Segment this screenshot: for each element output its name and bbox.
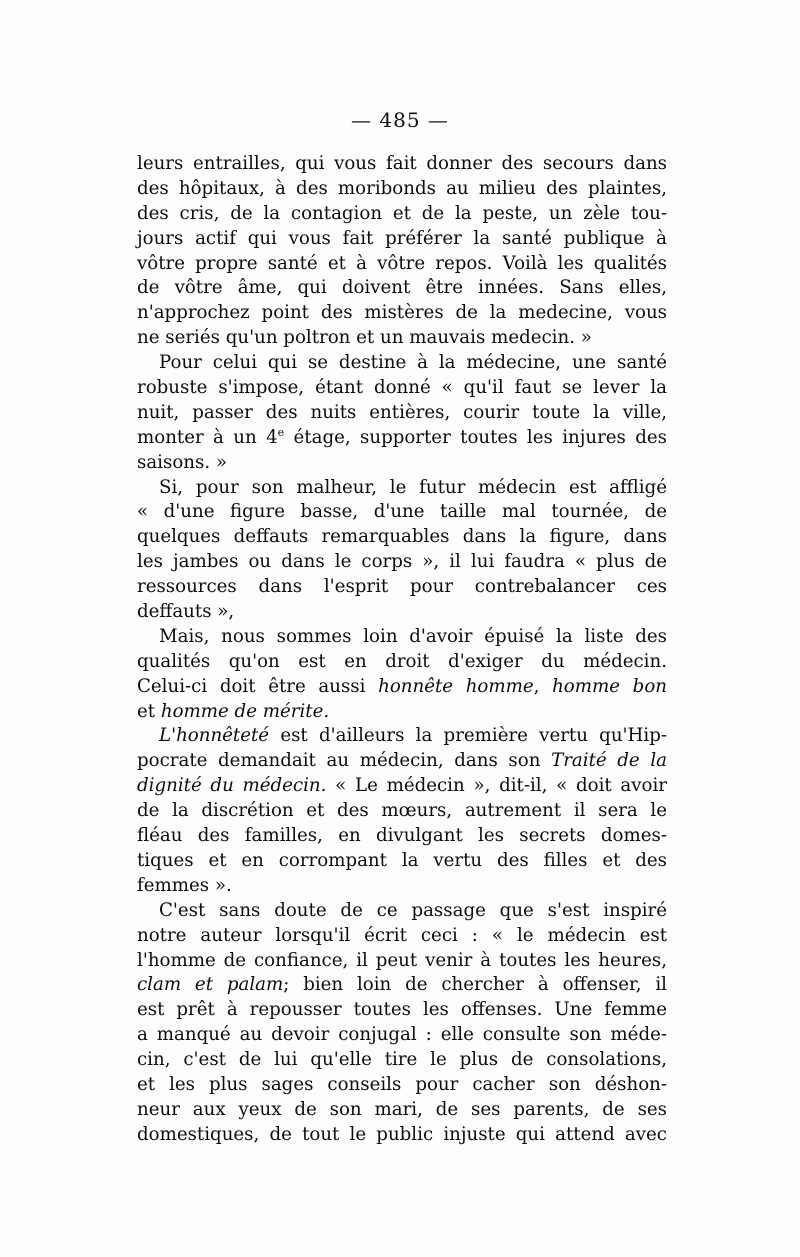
text-line: saisons. » [137, 451, 228, 473]
text-line: tiques et en corrompant la vertu des filles et des [137, 849, 667, 871]
text-line: de vôtre âme, qui doivent être innées. Sans elles, [137, 277, 667, 299]
text-line [137, 675, 667, 700]
text-line: jours actif qui vous fait préférer la santé publique à [137, 227, 667, 249]
text-line: Mais, nous sommes loin d'avoir épuisé la liste des [159, 625, 667, 647]
text-line: robuste s'impose, étant donné « qu'il faut se lever la [137, 377, 667, 399]
text-line [137, 724, 667, 749]
text-line: ressources dans l'esprit pour contrebalancer ces [137, 576, 667, 598]
italic-phrase: L'honnêteté [159, 725, 270, 747]
text-fragment: ; bien loin de chercher à offenser, il [283, 974, 667, 996]
text-fragment: et [137, 700, 161, 722]
italic-phrase: honnête homme [378, 675, 534, 697]
text-line: nuit, passer des nuits entières, courir toute la ville, [137, 401, 667, 423]
text-fragment: , [533, 675, 553, 697]
text-line: n'approchez point des mistères de la medecine, vous [137, 302, 667, 324]
text-line [137, 973, 667, 998]
text-line: notre auteur lorsqu'il écrit ceci : « le médecin est [137, 924, 667, 946]
text-fragment: étage, supporter toutes les injures des [284, 426, 667, 448]
text-line: ne seriés qu'un poltron et un mauvais medecin. » [137, 327, 592, 349]
italic-phrase: dignité du médecin. [137, 775, 327, 797]
text-line: Si, pour son malheur, le futur médecin est affligé [159, 476, 667, 498]
text-line: a manqué au devoir conjugal : elle consulte son méde- [137, 1024, 667, 1046]
text-fragment: monter à un 4 [137, 426, 278, 448]
text-line: quelques deffauts remarquables dans la figure, dans [137, 526, 667, 548]
text-fragment: est d'ailleurs la première vertu qu'Hip- [269, 725, 667, 747]
text-line: deffauts », [137, 601, 235, 623]
text-line: fléau des familles, en divulgant les secrets domes- [137, 825, 667, 847]
text-line: neur aux yeux de son mari, de ses parents, de ses [137, 1098, 667, 1120]
body-text [137, 152, 667, 1148]
text-line: les jambes ou dans le corps », il lui faudra « plus de [137, 551, 667, 573]
italic-phrase: homme de mérite. [160, 700, 330, 722]
superscript: e [277, 425, 285, 439]
italic-phrase: clam et palam [137, 974, 284, 996]
italic-phrase: Traité de la [551, 750, 667, 772]
text-line [137, 774, 667, 799]
text-line: l'homme de confiance, il peut venir à toutes les heures, [137, 949, 667, 971]
text-line: domestiques, de tout le public injuste qui attend avec [137, 1123, 667, 1145]
text-line [137, 426, 667, 451]
page-number: — 485 — [351, 108, 449, 132]
text-line: leurs entrailles, qui vous fait donner des secours dans [137, 153, 667, 174]
text-line [137, 700, 667, 725]
text-fragment: « Le médecin », dit-il, « doit avoir [326, 775, 667, 797]
text-fragment: Celui-ci doit être aussi [137, 675, 379, 697]
text-line: Pour celui qui se destine à la médecine, une santé [159, 352, 667, 374]
text-line: « d'une figure basse, d'une taille mal tournée, de [137, 501, 667, 523]
text-line: est prêt à repousser toutes les offenses. Une femme [137, 999, 667, 1021]
text-line: de la discrétion et des mœurs, autrement il sera le [137, 800, 667, 822]
text-line: vôtre propre santé et à vôtre repos. Voilà les qualités [137, 252, 667, 274]
text-line: des cris, de la contagion et de la peste, un zèle tou- [137, 202, 667, 224]
text-line: cin, c'est de lui qu'elle tire le plus de consolations, [137, 1049, 667, 1071]
text-line: des hôpitaux, à des moribonds au milieu des plaintes, [137, 177, 667, 199]
text-line: et les plus sages conseils pour cacher son déshon- [137, 1073, 667, 1095]
text-line: qualités qu'on est en droit d'exiger du médecin. [137, 650, 667, 672]
text-line: C'est sans doute de ce passage que s'est inspiré [159, 899, 667, 921]
text-fragment: pocrate demandait au médecin, dans son [137, 750, 552, 772]
text-line: femmes ». [137, 874, 232, 896]
text-line [137, 749, 667, 774]
italic-phrase: homme bon [552, 675, 667, 697]
